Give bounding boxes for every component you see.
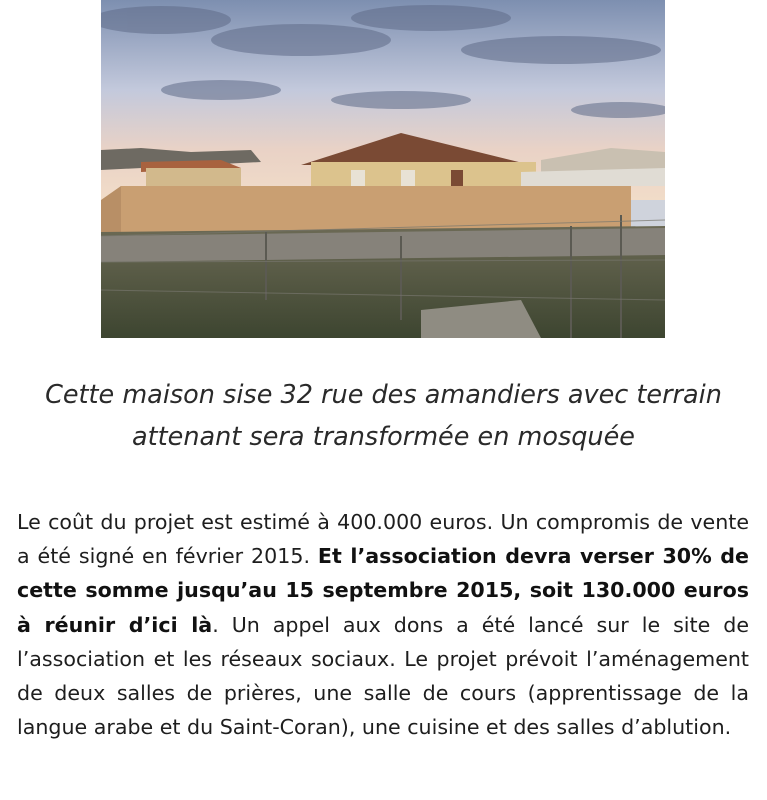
article-text-highlight: Et l’association devra verser 30% de cette somme jusqu’au 15 septembre 2015, soit 130.000 euros à réunir d’ici là	[17, 544, 749, 637]
caption-line-1: Cette maison sise 32 rue des amandiers avec terrain	[45, 380, 722, 410]
caption-line-2: attenant sera transformée en mosquée	[132, 422, 635, 452]
house-photo	[101, 0, 665, 338]
article-paragraph	[17, 505, 749, 744]
article-text-intro: Le coût du projet est estimé à 400.000 euros. Un compromis de vente a été signé en février 2015.	[17, 510, 749, 569]
article-text-rest: . Un appel aux dons a été lancé sur le site de l’association et les réseaux sociaux. Le projet prévoit l’aménagement de deux salles de prières, une salle de cours (apprentissage de la langue arabe et du Saint-Coran), une cuisine et des salles d’ablution.	[17, 612, 749, 740]
house-photo-illustration	[101, 0, 665, 338]
photo-caption	[0, 374, 767, 458]
